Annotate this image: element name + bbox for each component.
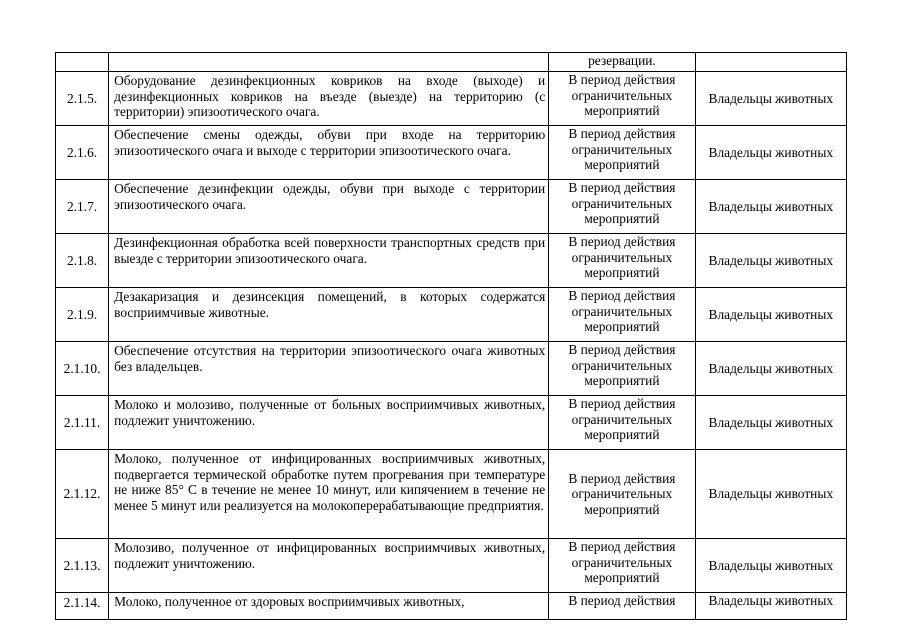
table-row	[56, 126, 847, 180]
description-cell: Дезакаризация и дезинсекция помещений, в которых содержатся восприимчивые животные.	[109, 288, 549, 342]
responsible-cell: Владельцы животных	[695, 396, 846, 450]
period-cell	[549, 342, 695, 396]
responsible-cell: Владельцы животных	[695, 288, 846, 342]
period-line: ограничительных	[571, 357, 673, 373]
period-line: ограничительных	[571, 303, 673, 319]
period-cell	[549, 180, 695, 234]
period-cell: резервации.	[549, 53, 695, 72]
table-row	[56, 539, 847, 593]
row-number-cell: 2.1.7.	[56, 180, 109, 234]
period-line: ограничительных	[571, 249, 673, 265]
period-cell	[549, 396, 695, 450]
row-number-cell: 2.1.13.	[56, 539, 109, 593]
table-row	[56, 180, 847, 234]
period-cell: В период действия	[549, 593, 695, 620]
row-number-cell: 2.1.8.	[56, 234, 109, 288]
measures-table	[55, 52, 847, 620]
period-line: ограничительных	[571, 554, 673, 570]
row-number-cell: 2.1.12.	[56, 450, 109, 539]
period-line: мероприятий	[584, 103, 660, 119]
period-line: В период действия	[568, 288, 676, 303]
period-line: мероприятий	[584, 427, 660, 443]
description-cell: Молоко, полученное от инфицированных восприимчивых животных, подвергается термической обработке путем прогревания при температуре не ниже 85° С в течение не менее 10 минут, или кипячением в течение не менее 5 минут или реализуется на молокоперерабатывающие предприятия.	[109, 450, 549, 539]
description-cell: Молозиво, полученное от инфицированных восприимчивых животных, подлежит уничтожению.	[109, 539, 549, 593]
period-line: мероприятий	[584, 157, 660, 173]
row-number-cell: 2.1.14.	[56, 593, 109, 620]
description-cell: Обеспечение отсутствия на территории эпизоотического очага животных без владельцев.	[109, 342, 549, 396]
period-line: В период действия	[568, 539, 676, 554]
description-cell	[109, 53, 549, 72]
period-cell	[549, 126, 695, 180]
description-cell: Молоко, полученное от здоровых восприимчивых животных,	[109, 593, 549, 620]
row-number-cell: 2.1.5.	[56, 72, 109, 126]
responsible-cell: Владельцы животных	[695, 72, 846, 126]
period-line: В период действия	[568, 180, 676, 195]
responsible-cell: Владельцы животных	[695, 126, 846, 180]
table-row	[56, 53, 847, 72]
responsible-cell: Владельцы животных	[695, 342, 846, 396]
row-number-cell: 2.1.6.	[56, 126, 109, 180]
period-cell	[549, 450, 695, 539]
responsible-cell: Владельцы животных	[695, 593, 846, 620]
period-cell	[549, 234, 695, 288]
period-line: ограничительных	[571, 141, 673, 157]
row-number-cell: 2.1.9.	[56, 288, 109, 342]
period-cell	[549, 288, 695, 342]
description-cell: Оборудование дезинфекционных ковриков на входе (выходе) и дезинфекционных ковриков на въезде (выезде) на территорию (с территории) эпизоотического очага.	[109, 72, 549, 126]
period-line: В период действия	[568, 342, 676, 357]
period-cell	[549, 72, 695, 126]
responsible-cell	[695, 53, 846, 72]
period-line: В период действия	[568, 72, 676, 87]
period-line: В период действия	[568, 234, 676, 249]
period-line: мероприятий	[584, 570, 660, 586]
description-cell: Молоко и молозиво, полученные от больных восприимчивых животных, подлежит уничтожению.	[109, 396, 549, 450]
period-line: мероприятий	[584, 265, 660, 281]
period-line: мероприятий	[584, 211, 660, 227]
period-line: ограничительных	[571, 411, 673, 427]
table-row	[56, 342, 847, 396]
description-cell: Обеспечение дезинфекции одежды, обуви при выходе с территории эпизоотического очага.	[109, 180, 549, 234]
description-cell: Обеспечение смены одежды, обуви при входе на территорию эпизоотического очага и выходе с территории эпизоотического очага.	[109, 126, 549, 180]
table-row	[56, 72, 847, 126]
period-line: ограничительных	[571, 87, 673, 103]
period-line: ограничительных	[571, 486, 673, 502]
period-line: мероприятий	[584, 373, 660, 389]
description-cell: Дезинфекционная обработка всей поверхности транспортных средств при выезде с территории эпизоотического очага.	[109, 234, 549, 288]
table-row	[56, 288, 847, 342]
table-row	[56, 234, 847, 288]
row-number-cell: 2.1.11.	[56, 396, 109, 450]
responsible-cell: Владельцы животных	[695, 539, 846, 593]
responsible-cell: Владельцы животных	[695, 180, 846, 234]
period-line: мероприятий	[584, 319, 660, 335]
period-line: В период действия	[568, 470, 676, 486]
period-line: В период действия	[568, 126, 676, 141]
row-number-cell	[56, 53, 109, 72]
period-cell	[549, 539, 695, 593]
period-line: ограничительных	[571, 195, 673, 211]
table-row	[56, 396, 847, 450]
row-number-cell: 2.1.10.	[56, 342, 109, 396]
responsible-cell: Владельцы животных	[695, 234, 846, 288]
table-row	[56, 593, 847, 620]
responsible-cell: Владельцы животных	[695, 450, 846, 539]
period-line: мероприятий	[584, 501, 660, 517]
period-line: В период действия	[568, 396, 676, 411]
table-row	[56, 450, 847, 539]
